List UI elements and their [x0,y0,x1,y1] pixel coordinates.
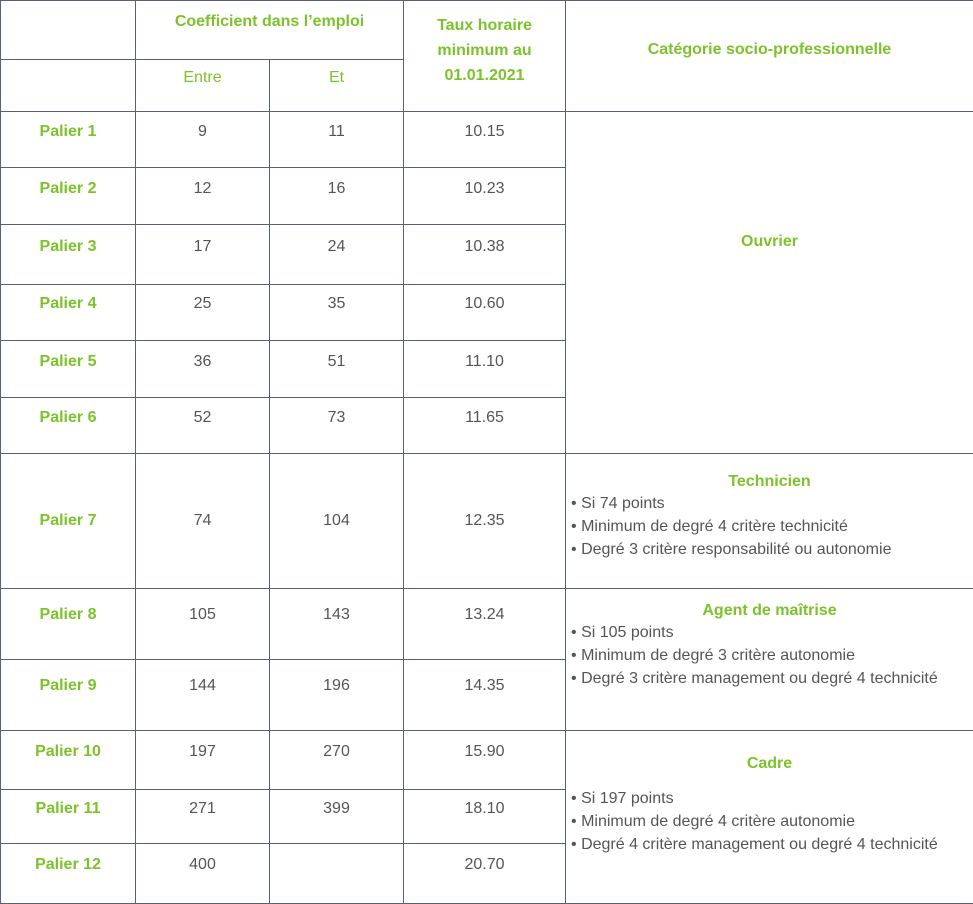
criterion-item: • Minimum de degré 3 critère autonomie [571,646,968,665]
table-row [1,112,973,168]
category-cadre [566,731,973,904]
entre-value: 144 [136,660,270,731]
entre-value: 25 [136,285,270,341]
palier-label: Palier 10 [1,731,136,790]
taux-value: 11.65 [404,398,566,454]
entre-value: 52 [136,398,270,454]
palier-label: Palier 6 [1,398,136,454]
category-title: Technicien [571,473,968,491]
et-value: 16 [270,168,404,225]
header-row-1 [1,1,973,60]
criterion-item: • Si 74 points [571,494,968,513]
palier-label: Palier 12 [1,844,136,904]
palier-label: Palier 5 [1,341,136,398]
taux-value: 13.24 [404,589,566,660]
criterion-item: • Minimum de degré 4 critère technicité [571,517,968,536]
entre-value: 197 [136,731,270,790]
taux-value: 10.60 [404,285,566,341]
category-title: Cadre [571,755,968,773]
criterion-item: • Degré 4 critère management ou degré 4 technicité [571,835,968,854]
criterion-item: • Si 105 points [571,623,968,642]
taux-value: 12.35 [404,454,566,589]
taux-header: Taux horaire minimum au 01.01.2021 [404,1,566,112]
taux-value: 10.15 [404,112,566,168]
table-row [1,454,973,589]
et-value: 24 [270,225,404,285]
header-corner [1,1,136,60]
entre-value: 271 [136,790,270,844]
entre-header: Entre [136,60,270,112]
criterion-item: • Minimum de degré 4 critère autonomie [571,812,968,831]
et-value: 270 [270,731,404,790]
taux-value: 15.90 [404,731,566,790]
entre-value: 17 [136,225,270,285]
et-header: Et [270,60,404,112]
palier-label: Palier 1 [1,112,136,168]
palier-label: Palier 9 [1,660,136,731]
palier-label: Palier 2 [1,168,136,225]
et-value: 73 [270,398,404,454]
entre-value: 36 [136,341,270,398]
entre-value: 12 [136,168,270,225]
entre-value: 74 [136,454,270,589]
et-value: 196 [270,660,404,731]
category-technicien [566,454,973,589]
palier-label: Palier 11 [1,790,136,844]
taux-value: 18.10 [404,790,566,844]
et-value: 399 [270,790,404,844]
et-value: 35 [270,285,404,341]
et-value: 11 [270,112,404,168]
entre-value: 9 [136,112,270,168]
category-title: Agent de maîtrise [571,602,968,620]
category-ouvrier: Ouvrier [566,112,973,454]
et-value [270,844,404,904]
palier-label: Palier 8 [1,589,136,660]
et-value: 143 [270,589,404,660]
palier-label: Palier 3 [1,225,136,285]
palier-label: Palier 7 [1,454,136,589]
table-row [1,589,973,660]
entre-value: 400 [136,844,270,904]
criterion-item: • Degré 3 critère management ou degré 4 technicité [571,669,968,688]
taux-value: 11.10 [404,341,566,398]
palier-label: Palier 4 [1,285,136,341]
entre-value: 105 [136,589,270,660]
table-row [1,731,973,790]
criterion-item: • Si 197 points [571,789,968,808]
et-value: 104 [270,454,404,589]
header-corner-2 [1,60,136,112]
category-header: Catégorie socio-professionnelle [566,1,973,112]
taux-value: 10.38 [404,225,566,285]
category-agent-de-maitrise [566,589,973,731]
taux-value: 14.35 [404,660,566,731]
criterion-item: • Degré 3 critère responsabilité ou autonomie [571,540,968,559]
taux-value: 20.70 [404,844,566,904]
coef-header: Coefficient dans l’emploi [136,1,404,60]
et-value: 51 [270,341,404,398]
taux-value: 10.23 [404,168,566,225]
